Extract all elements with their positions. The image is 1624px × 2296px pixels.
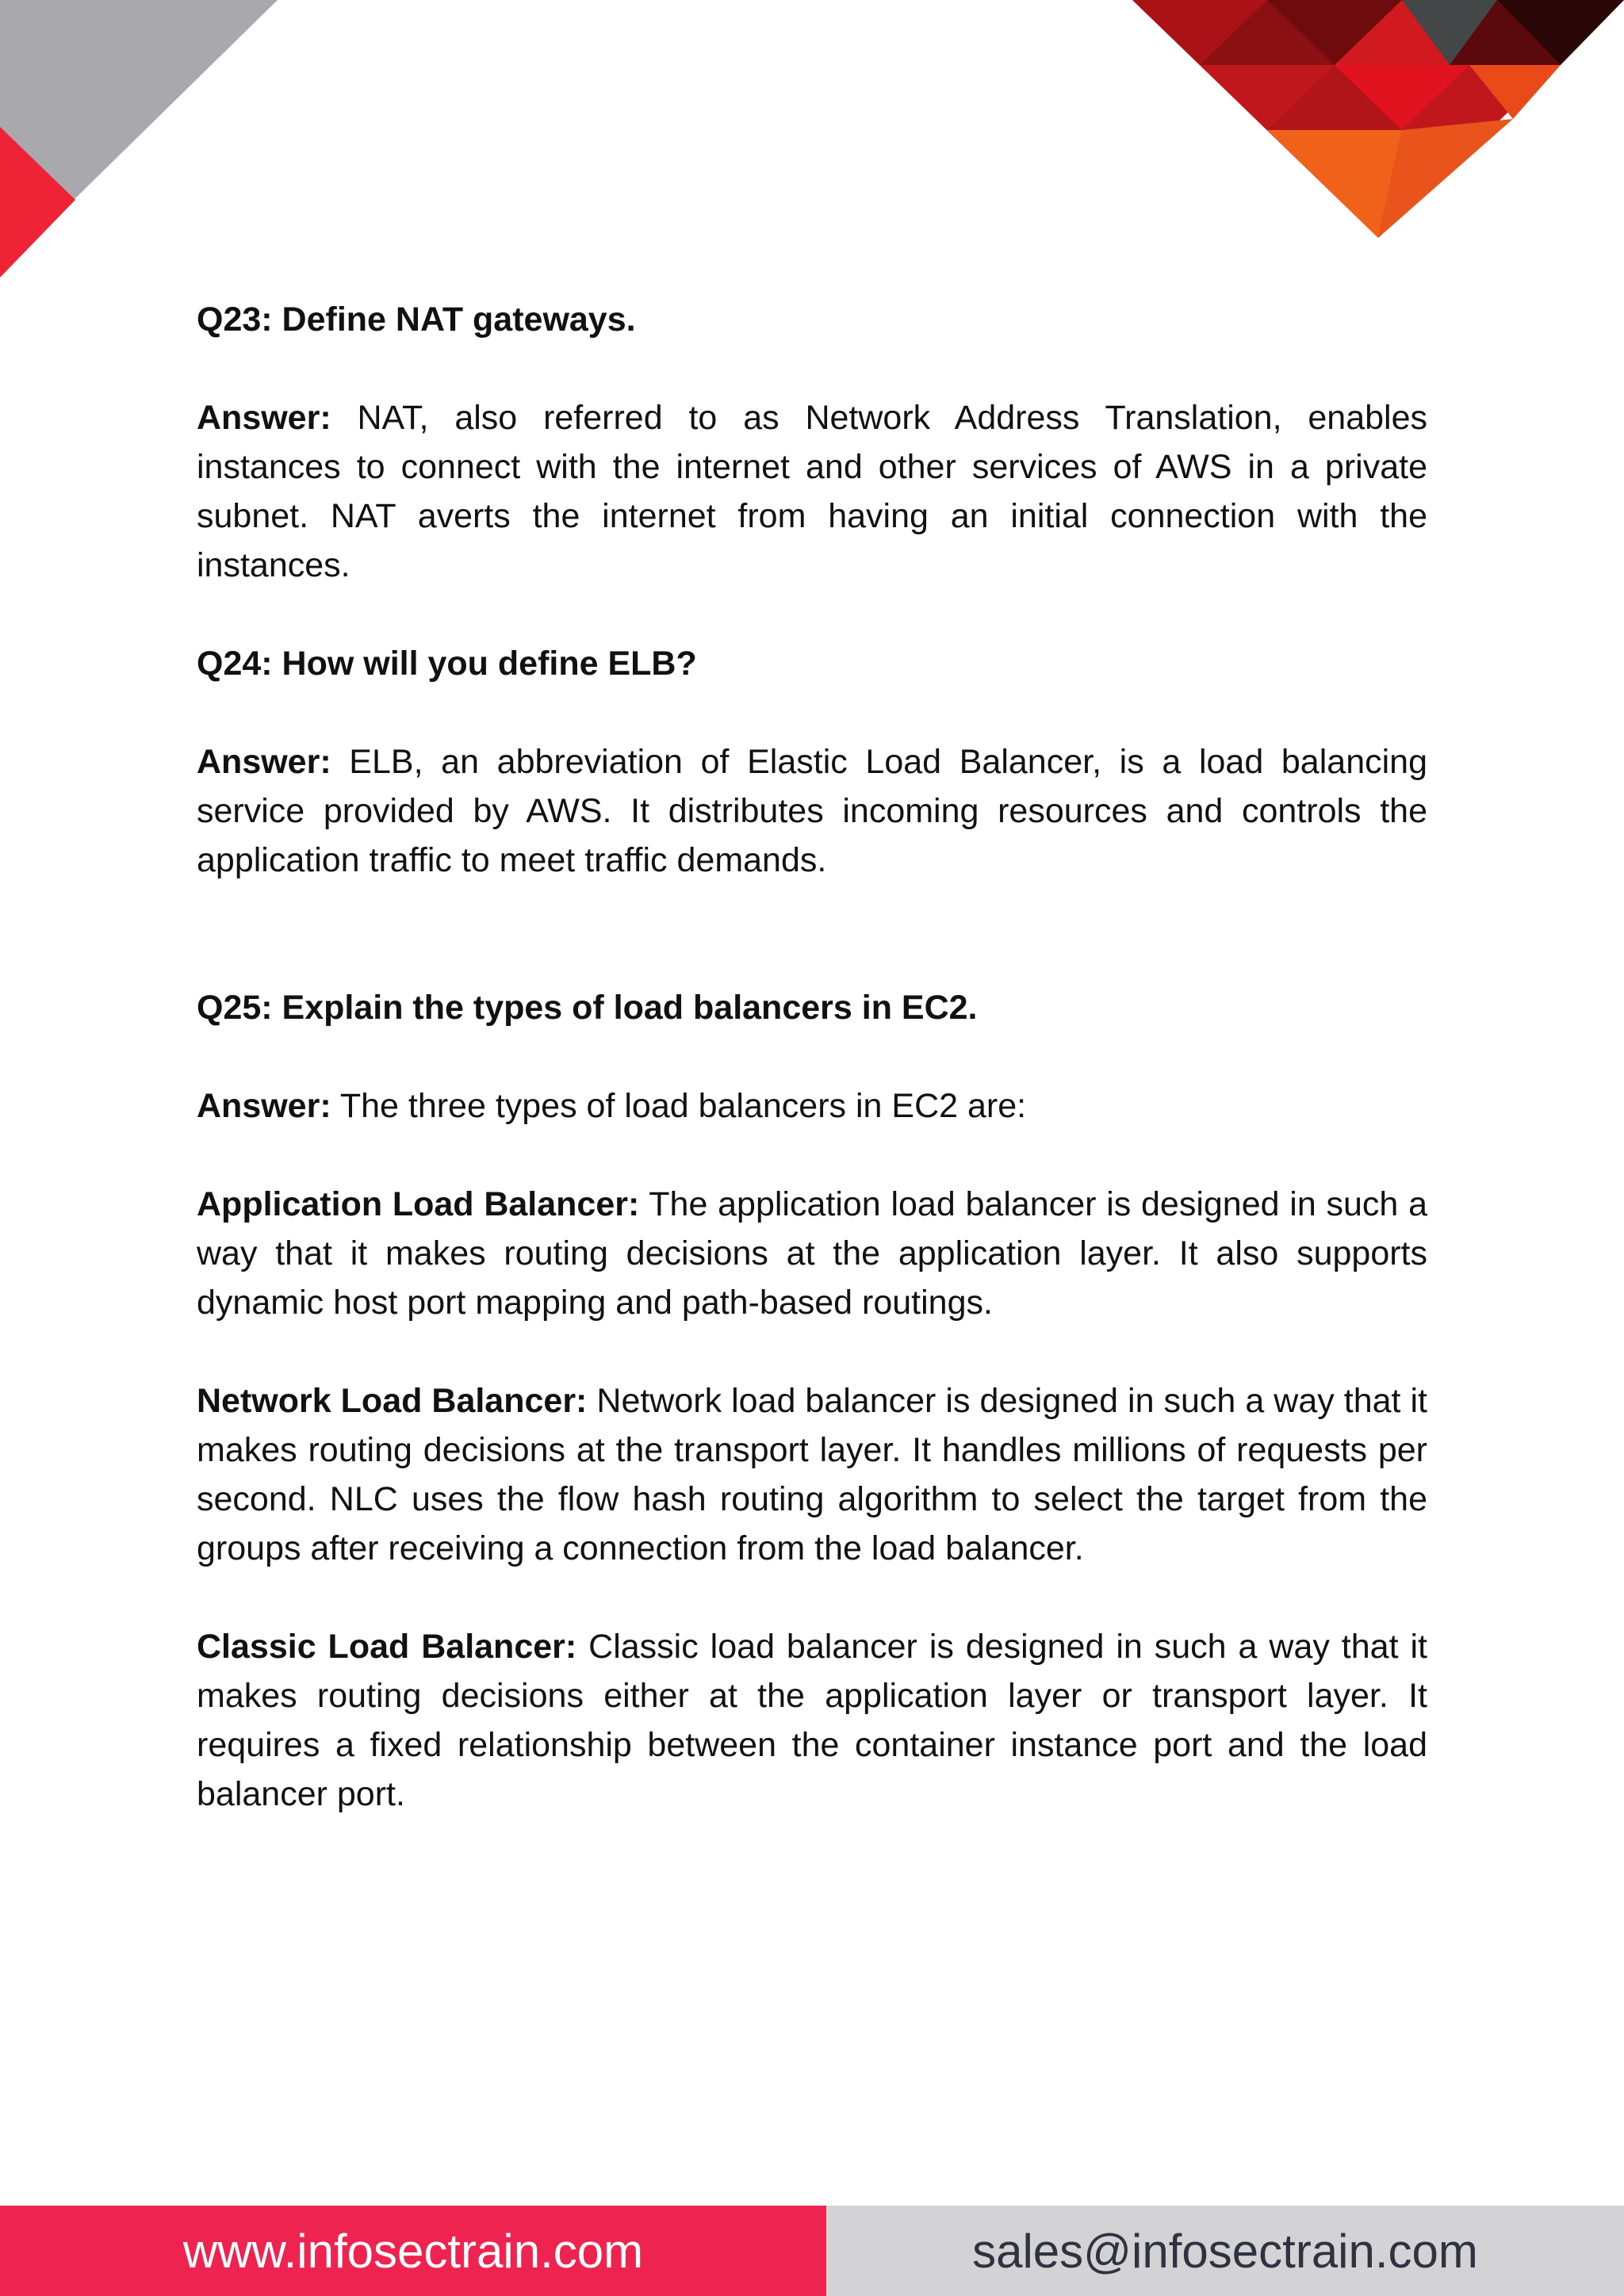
answer-paragraph <box>197 393 1427 590</box>
load-balancer-text: The application load balancer is designed in such a way that it makes routing decisions at the application layer. It also supports dynamic host port mapping and path-based routings. <box>197 1185 1427 1322</box>
corner-decoration-top-right <box>1132 0 1624 246</box>
load-balancer-text: Classic load balancer is designed in such a way that it makes routing decisions either at the application layer or transport layer. It requires a fixed relationship between the container instance port and the load balancer port. <box>197 1628 1427 1813</box>
answer-label: Answer: <box>197 1087 331 1125</box>
answer-text: The three types of load balancers in EC2 are: <box>331 1087 1027 1125</box>
question-heading: Q24: How will you define ELB? <box>197 645 697 683</box>
qa-section-q24 <box>197 639 1427 885</box>
page-footer <box>0 2206 1624 2296</box>
load-balancer-application <box>197 1180 1427 1327</box>
answer-paragraph <box>197 1081 1427 1131</box>
load-balancer-label: Network Load Balancer: <box>197 1382 588 1420</box>
load-balancer-classic <box>197 1622 1427 1819</box>
answer-text: ELB, an abbreviation of Elastic Load Balancer, is a load balancing service provided by AWS. It distributes incoming resources and controls the application traffic to meet traffic demands. <box>197 743 1427 879</box>
answer-text: NAT, also referred to as Network Address Translation, enables instances to connect with the internet and other services of AWS in a private subnet. NAT averts the internet from having an initial connection with the instances. <box>197 399 1427 584</box>
corner-decoration-top-left <box>0 0 285 285</box>
section-spacer <box>197 934 1427 983</box>
load-balancer-label: Application Load Balancer: <box>197 1185 640 1223</box>
question-heading: Q23: Define NAT gateways. <box>197 300 636 339</box>
main-content <box>197 295 1427 1868</box>
answer-label: Answer: <box>197 399 331 437</box>
footer-website-link[interactable]: www.infosectrain.com <box>0 2206 826 2296</box>
qa-section-q23 <box>197 295 1427 590</box>
answer-paragraph <box>197 737 1427 885</box>
question-heading: Q25: Explain the types of load balancers in EC2. <box>197 989 978 1027</box>
load-balancer-text: Network load balancer is designed in such a way that it makes routing decisions at the transport layer. It handles millions of requests per second. NLC uses the flow hash routing algorithm to select the target from the groups after receiving a connection from the load balancer. <box>197 1382 1427 1567</box>
load-balancer-network <box>197 1376 1427 1573</box>
load-balancer-label: Classic Load Balancer: <box>197 1628 577 1666</box>
answer-label: Answer: <box>197 743 331 781</box>
footer-email-link[interactable]: sales@infosectrain.com <box>826 2206 1624 2296</box>
qa-section-q25 <box>197 983 1427 1819</box>
